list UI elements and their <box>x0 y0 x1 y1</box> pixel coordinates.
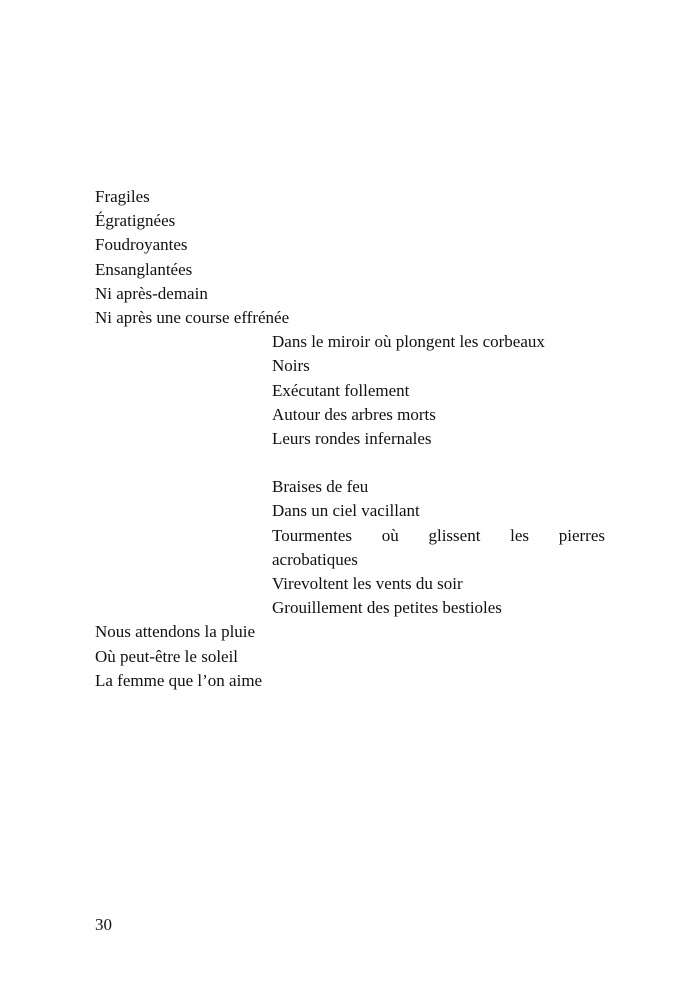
poem-line: Foudroyantes <box>95 235 188 255</box>
poem-line: Virevoltent les vents du soir <box>272 574 463 593</box>
poem-line: Leurs rondes infernales <box>272 428 432 448</box>
poem-line-justified <box>95 524 605 548</box>
poem-line: Fragiles <box>95 187 150 206</box>
page-number: 30 <box>95 915 112 934</box>
poem-line: Noirs <box>272 356 310 376</box>
poem-line: Autour des arbres morts <box>272 404 436 424</box>
stanza-break <box>95 451 605 475</box>
poem-line: acrobatiques <box>272 549 358 569</box>
poem-line: Nous attendons la pluie <box>95 622 256 642</box>
poem-line: Ensanglantées <box>95 259 193 279</box>
justified-text: Tourmentes où glissent les pierres <box>272 525 605 545</box>
poem-line: Dans le miroir où plongent les corbeaux <box>272 332 545 352</box>
poem <box>95 185 605 693</box>
poem-line: Dans un ciel vacillant <box>272 501 420 521</box>
poem-line: Grouillement des petites bestioles <box>272 598 502 618</box>
poem-line: Ni après une course effrénée <box>95 307 290 327</box>
poem-line: Exécutant follement <box>272 380 410 400</box>
poem-line: Ni après-demain <box>95 283 208 303</box>
poem-line: Égratignées <box>95 211 176 231</box>
poem-line: La femme que l’on aime <box>95 670 263 690</box>
poem-line: Braises de feu <box>272 477 369 497</box>
poem-line: Où peut-être le soleil <box>95 646 239 666</box>
